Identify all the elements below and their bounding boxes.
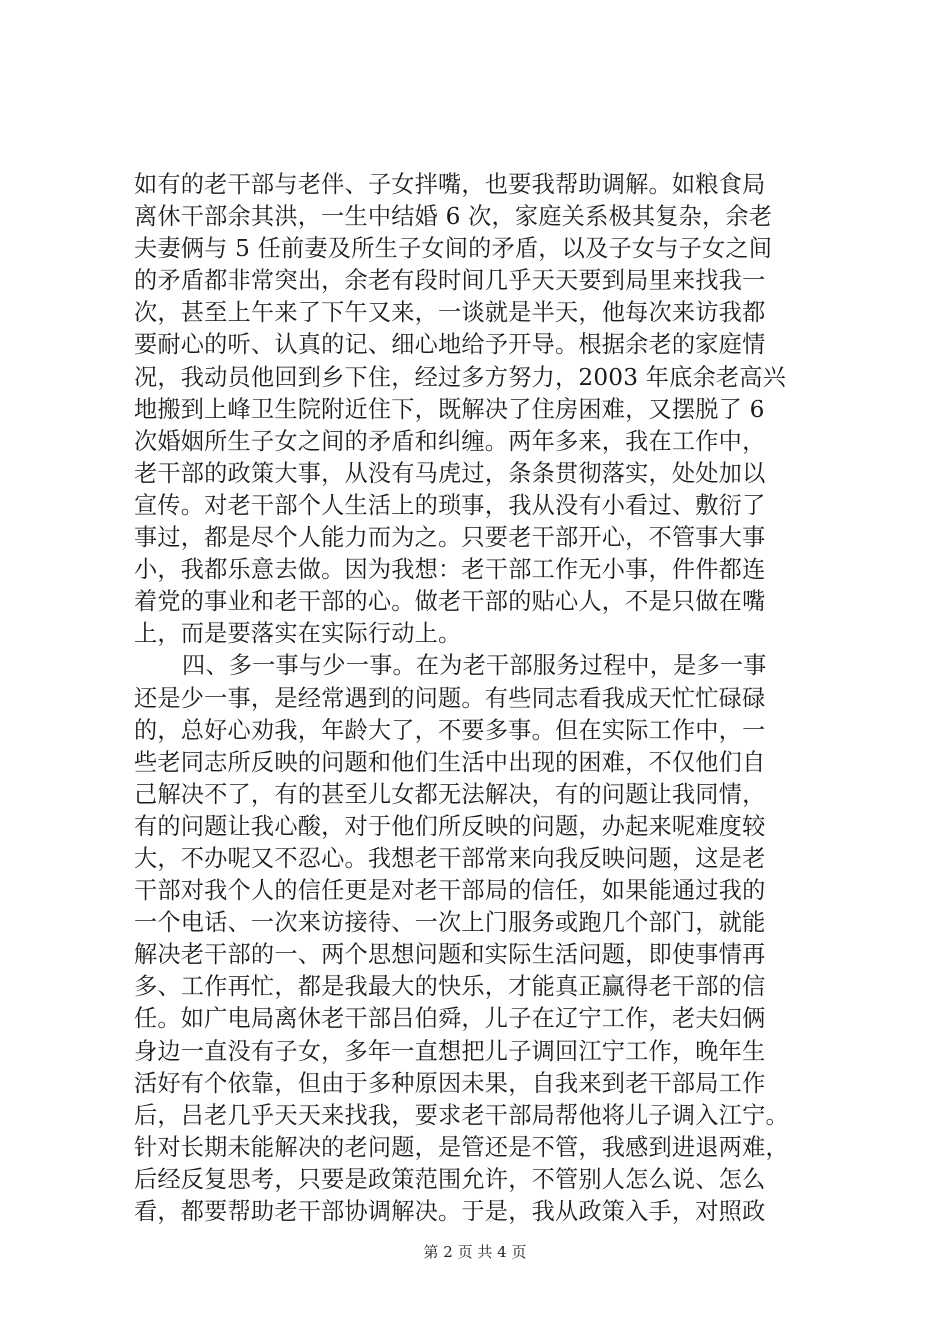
text-line: 如有的老干部与老伴、子女拌嘴，也要我帮助调解。如粮食局: [134, 171, 766, 198]
text-line: 地搬到上峰卫生院附近住下，既解决了住房困难，又摆脱了 6: [134, 395, 765, 423]
text-line: 己解决不了，有的甚至儿女都无法解决，有的问题让我同情，: [134, 780, 766, 808]
text-line: 次婚姻所生子女之间的矛盾和纠缠。两年多来，我在工作中，: [134, 427, 766, 455]
text-line: 些老同志所反映的问题和他们生活中出现的困难，不仅他们自: [134, 748, 766, 776]
text-line: 干部对我个人的信任更是对老干部局的信任，如果能通过我的: [134, 877, 766, 905]
section-heading-line: 四、多一事与少一事。在为老干部服务过程中，是多一事: [182, 652, 767, 680]
text-line: 还是少一事，是经常遇到的问题。有些同志看我成天忙忙碌碌: [134, 684, 766, 712]
text-line: 次，甚至上午来了下午又来，一谈就是半天，他每次来访我都: [134, 299, 766, 327]
text-line: 宣传。对老干部个人生活上的琐事，我从没有小看过、敷衍了: [134, 491, 766, 519]
text-line: 针对长期未能解决的老问题，是管还是不管，我感到进退两难，: [134, 1133, 789, 1161]
text-line: 后，吕老几乎天天来找我，要求老干部局帮他将儿子调入江宁。: [134, 1101, 789, 1129]
text-line: 夫妻俩与 5 任前妻及所生子女间的矛盾，以及子女与子女之间: [134, 235, 773, 263]
text-line: 的矛盾都非常突出，余老有段时间几乎天天要到局里来找我一: [134, 267, 766, 295]
page-number-footer: 第 2 页 共 4 页: [423, 1243, 527, 1261]
text-line: 的，总好心劝我，年龄大了，不要多事。但在实际工作中，一: [134, 716, 766, 744]
text-line: 任。如广电局离休老干部吕伯舜，儿子在辽宁工作，老夫妇俩: [134, 1005, 766, 1033]
text-line: 有的问题让我心酸，对于他们所反映的问题，办起来呢难度较: [134, 812, 766, 840]
text-line: 小，我都乐意去做。因为我想：老干部工作无小事，件件都连: [134, 556, 766, 584]
text-line: 上，而是要落实在实际行动上。: [134, 620, 462, 648]
text-line: 看，都要帮助老干部协调解决。于是，我从政策入手，对照政: [134, 1198, 766, 1225]
text-line: 多、工作再忙，都是我最大的快乐，才能真正赢得老干部的信: [134, 973, 766, 1001]
text-line: 况，我动员他回到乡下住，经过多方努力，2003 年底余老高兴: [134, 363, 787, 391]
text-line: 事过，都是尽个人能力而为之。只要老干部开心，不管事大事: [134, 524, 766, 552]
text-line: 一个电话、一次来访接待、一次上门服务或跑几个部门，就能: [134, 909, 766, 937]
text-line: 后经反复思考，只要是政策范围允许，不管别人怎么说、怎么: [134, 1165, 766, 1193]
body-text: [134, 169, 834, 1228]
text-line: 活好有个依靠，但由于多种原因未果，自我来到老干部局工作: [134, 1069, 766, 1097]
text-line: 着党的事业和老干部的心。做老干部的贴心人，不是只做在嘴: [134, 588, 766, 616]
text-line: 解决老干部的一、两个思想问题和实际生活问题，即使事情再: [134, 941, 766, 969]
text-line: 大，不办呢又不忍心。我想老干部常来向我反映问题，这是老: [134, 844, 766, 872]
text-line: 离休干部余其洪，一生中结婚 6 次，家庭关系极其复杂，余老: [134, 203, 773, 231]
text-line: 身边一直没有子女，多年一直想把儿子调回江宁工作，晚年生: [134, 1037, 766, 1065]
text-line: 老干部的政策大事，从没有马虎过，条条贯彻落实，处处加以: [134, 459, 766, 487]
text-line: 要耐心的听、认真的记、细心地给予开导。根据余老的家庭情: [134, 331, 766, 359]
